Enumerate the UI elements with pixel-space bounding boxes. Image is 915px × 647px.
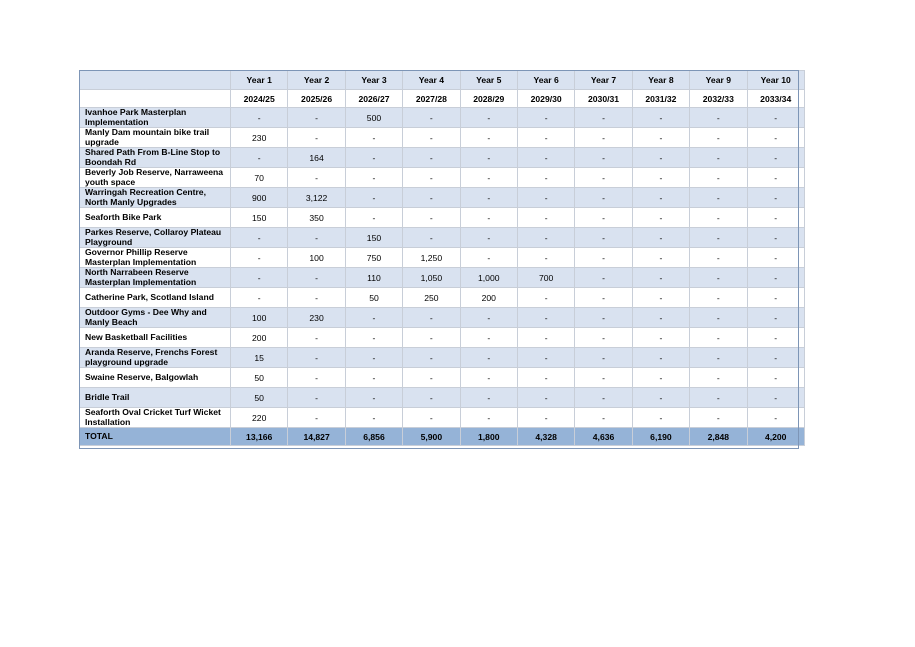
year-value-cell: - bbox=[747, 348, 804, 368]
year-value-cell: - bbox=[460, 368, 517, 388]
year-value-cell: 230 bbox=[231, 128, 288, 148]
year-value-cell: - bbox=[575, 288, 632, 308]
capital-works-table bbox=[79, 70, 805, 446]
year-value-cell: - bbox=[517, 128, 574, 148]
year-value-cell: 750 bbox=[345, 248, 402, 268]
year-value-cell: - bbox=[690, 388, 747, 408]
year-value-cell: - bbox=[288, 388, 345, 408]
year-value-cell: - bbox=[690, 168, 747, 188]
year-value-cell: - bbox=[747, 108, 804, 128]
year-value-cell: - bbox=[575, 188, 632, 208]
year-value-cell: - bbox=[403, 388, 460, 408]
year-value-cell: - bbox=[345, 168, 402, 188]
project-name: Shared Path From B-Line Stop to Boondah Rd bbox=[80, 148, 231, 168]
table-row bbox=[80, 388, 805, 408]
financial-year-header: 2029/30 bbox=[517, 90, 574, 108]
project-name: Ivanhoe Park Masterplan Implementation bbox=[80, 108, 231, 128]
project-name: Bridle Trail bbox=[80, 388, 231, 408]
year-value-cell: - bbox=[231, 228, 288, 248]
year-value-cell: 50 bbox=[231, 368, 288, 388]
year-value-cell: - bbox=[747, 208, 804, 228]
table-row bbox=[80, 228, 805, 248]
table-row bbox=[80, 288, 805, 308]
year-value-cell: - bbox=[517, 188, 574, 208]
year-value-cell: 500 bbox=[345, 108, 402, 128]
year-value-cell: - bbox=[460, 148, 517, 168]
year-value-cell: - bbox=[690, 328, 747, 348]
year-value-cell: 250 bbox=[403, 288, 460, 308]
year-value-cell: - bbox=[575, 348, 632, 368]
year-value-cell: 200 bbox=[231, 328, 288, 348]
project-name: Seaforth Oval Cricket Turf Wicket Installation bbox=[80, 408, 231, 428]
year-value-cell: - bbox=[690, 348, 747, 368]
year-header: Year 7 bbox=[575, 71, 632, 90]
year-value-cell: - bbox=[575, 128, 632, 148]
year-value-cell: - bbox=[345, 348, 402, 368]
year-value-cell: - bbox=[747, 288, 804, 308]
financial-year-header: 2028/29 bbox=[460, 90, 517, 108]
year-value-cell: - bbox=[632, 368, 689, 388]
project-rows bbox=[80, 108, 805, 428]
financial-year-header: 2024/25 bbox=[231, 90, 288, 108]
year-value-cell: - bbox=[460, 328, 517, 348]
year-value-cell: - bbox=[690, 288, 747, 308]
total-value: 14,827 bbox=[288, 428, 345, 446]
corner-cell bbox=[80, 71, 231, 90]
project-name: Seaforth Bike Park bbox=[80, 208, 231, 228]
year-value-cell: - bbox=[460, 108, 517, 128]
table-row bbox=[80, 248, 805, 268]
year-value-cell: - bbox=[460, 408, 517, 428]
project-name: Warringah Recreation Centre, North Manly Upgrades bbox=[80, 188, 231, 208]
year-header: Year 4 bbox=[403, 71, 460, 90]
table-row bbox=[80, 328, 805, 348]
total-row bbox=[80, 428, 805, 446]
year-value-cell: - bbox=[403, 168, 460, 188]
year-value-cell: - bbox=[632, 128, 689, 148]
year-header: Year 5 bbox=[460, 71, 517, 90]
year-value-cell: - bbox=[632, 308, 689, 328]
financial-year-header: 2027/28 bbox=[403, 90, 460, 108]
corner-cell bbox=[80, 90, 231, 108]
year-value-cell: - bbox=[517, 148, 574, 168]
financial-year-header: 2033/34 bbox=[747, 90, 804, 108]
total-value: 4,636 bbox=[575, 428, 632, 446]
year-value-cell: 100 bbox=[231, 308, 288, 328]
year-value-cell: - bbox=[403, 188, 460, 208]
project-name: New Basketball Facilities bbox=[80, 328, 231, 348]
year-value-cell: 164 bbox=[288, 148, 345, 168]
total-value: 2,848 bbox=[690, 428, 747, 446]
year-value-cell: - bbox=[575, 408, 632, 428]
year-value-cell: - bbox=[460, 308, 517, 328]
year-value-cell: - bbox=[288, 408, 345, 428]
year-value-cell: - bbox=[517, 348, 574, 368]
financial-year-header: 2031/32 bbox=[632, 90, 689, 108]
year-value-cell: - bbox=[345, 188, 402, 208]
project-name: Aranda Reserve, Frenchs Forest playground upgrade bbox=[80, 348, 231, 368]
year-value-cell: - bbox=[288, 268, 345, 288]
table-row bbox=[80, 368, 805, 388]
table-row bbox=[80, 208, 805, 228]
year-value-cell: - bbox=[403, 408, 460, 428]
year-header: Year 9 bbox=[690, 71, 747, 90]
financial-year-header: 2032/33 bbox=[690, 90, 747, 108]
table-row bbox=[80, 348, 805, 368]
year-value-cell: - bbox=[403, 348, 460, 368]
year-header: Year 2 bbox=[288, 71, 345, 90]
year-value-cell: - bbox=[460, 228, 517, 248]
year-value-cell: - bbox=[345, 148, 402, 168]
year-value-cell: - bbox=[690, 108, 747, 128]
table-row bbox=[80, 188, 805, 208]
year-value-cell: - bbox=[690, 368, 747, 388]
year-value-cell: - bbox=[632, 268, 689, 288]
year-value-cell: 1,050 bbox=[403, 268, 460, 288]
year-value-cell: - bbox=[575, 248, 632, 268]
year-value-cell: 700 bbox=[517, 268, 574, 288]
year-value-cell: - bbox=[632, 148, 689, 168]
year-value-cell: - bbox=[747, 388, 804, 408]
year-value-cell: - bbox=[747, 408, 804, 428]
project-name: Manly Dam mountain bike trail upgrade bbox=[80, 128, 231, 148]
year-value-cell: - bbox=[345, 368, 402, 388]
year-value-cell: - bbox=[403, 228, 460, 248]
year-value-cell: - bbox=[747, 128, 804, 148]
year-value-cell: - bbox=[632, 348, 689, 368]
year-value-cell: - bbox=[575, 328, 632, 348]
year-value-cell: - bbox=[231, 148, 288, 168]
year-value-cell: 150 bbox=[345, 228, 402, 248]
financial-year-header: 2026/27 bbox=[345, 90, 402, 108]
financial-year-header: 2025/26 bbox=[288, 90, 345, 108]
year-value-cell: 1,000 bbox=[460, 268, 517, 288]
year-value-cell: 350 bbox=[288, 208, 345, 228]
total-value: 5,900 bbox=[403, 428, 460, 446]
total-value: 13,166 bbox=[231, 428, 288, 446]
year-value-cell: 200 bbox=[460, 288, 517, 308]
year-value-cell: - bbox=[403, 128, 460, 148]
year-value-cell: - bbox=[575, 308, 632, 328]
year-value-cell: - bbox=[460, 248, 517, 268]
table-row bbox=[80, 408, 805, 428]
year-value-cell: - bbox=[517, 368, 574, 388]
year-value-cell: - bbox=[690, 308, 747, 328]
year-value-cell: - bbox=[288, 128, 345, 148]
year-value-cell: - bbox=[632, 188, 689, 208]
project-name: Outdoor Gyms - Dee Why and Manly Beach bbox=[80, 308, 231, 328]
year-value-cell: - bbox=[517, 388, 574, 408]
year-value-cell: - bbox=[517, 248, 574, 268]
year-header: Year 3 bbox=[345, 71, 402, 90]
year-header: Year 6 bbox=[517, 71, 574, 90]
year-header: Year 10 bbox=[747, 71, 804, 90]
year-value-cell: - bbox=[288, 228, 345, 248]
year-header: Year 8 bbox=[632, 71, 689, 90]
table-row bbox=[80, 268, 805, 288]
year-value-cell: - bbox=[345, 208, 402, 228]
year-value-cell: - bbox=[403, 108, 460, 128]
year-value-cell: - bbox=[345, 408, 402, 428]
year-value-cell: 900 bbox=[231, 188, 288, 208]
year-value-cell: - bbox=[632, 408, 689, 428]
year-value-cell: - bbox=[231, 268, 288, 288]
year-value-cell: - bbox=[575, 268, 632, 288]
year-value-cell: - bbox=[575, 208, 632, 228]
year-value-cell: - bbox=[288, 168, 345, 188]
year-value-cell: - bbox=[747, 248, 804, 268]
project-name: North Narrabeen Reserve Masterplan Implementation bbox=[80, 268, 231, 288]
year-value-cell: - bbox=[517, 108, 574, 128]
year-value-cell: - bbox=[403, 328, 460, 348]
table-row bbox=[80, 108, 805, 128]
year-value-cell: - bbox=[690, 188, 747, 208]
year-value-cell: - bbox=[517, 288, 574, 308]
year-value-cell: 3,122 bbox=[288, 188, 345, 208]
project-name: Catherine Park, Scotland Island bbox=[80, 288, 231, 308]
year-value-cell: - bbox=[747, 268, 804, 288]
year-value-cell: - bbox=[403, 208, 460, 228]
year-value-cell: - bbox=[575, 148, 632, 168]
year-value-cell: - bbox=[288, 108, 345, 128]
year-value-cell: - bbox=[403, 148, 460, 168]
year-value-cell: - bbox=[632, 248, 689, 268]
year-value-cell: 1,250 bbox=[403, 248, 460, 268]
year-value-cell: 220 bbox=[231, 408, 288, 428]
table-row bbox=[80, 128, 805, 148]
total-value: 4,328 bbox=[517, 428, 574, 446]
year-value-cell: - bbox=[288, 368, 345, 388]
year-value-cell: - bbox=[460, 168, 517, 188]
year-value-cell: - bbox=[747, 228, 804, 248]
year-value-cell: - bbox=[345, 328, 402, 348]
financial-year-header: 2030/31 bbox=[575, 90, 632, 108]
year-value-cell: - bbox=[690, 228, 747, 248]
project-name: Parkes Reserve, Collaroy Plateau Playground bbox=[80, 228, 231, 248]
year-value-cell: - bbox=[575, 168, 632, 188]
year-value-cell: 50 bbox=[345, 288, 402, 308]
total-value: 1,800 bbox=[460, 428, 517, 446]
table-row bbox=[80, 168, 805, 188]
year-header: Year 1 bbox=[231, 71, 288, 90]
year-value-cell: - bbox=[288, 328, 345, 348]
project-name: Beverly Job Reserve, Narraweena youth space bbox=[80, 168, 231, 188]
year-value-cell: - bbox=[231, 108, 288, 128]
year-value-cell: - bbox=[403, 368, 460, 388]
year-value-cell: 110 bbox=[345, 268, 402, 288]
year-value-cell: - bbox=[575, 388, 632, 408]
year-value-cell: - bbox=[690, 408, 747, 428]
project-name: Governor Phillip Reserve Masterplan Implementation bbox=[80, 248, 231, 268]
project-name: Swaine Reserve, Balgowlah bbox=[80, 368, 231, 388]
year-value-cell: - bbox=[632, 228, 689, 248]
total-value: 4,200 bbox=[747, 428, 804, 446]
year-value-cell: - bbox=[747, 308, 804, 328]
year-value-cell: 150 bbox=[231, 208, 288, 228]
year-value-cell: - bbox=[690, 148, 747, 168]
total-value: 6,190 bbox=[632, 428, 689, 446]
year-value-cell: - bbox=[690, 208, 747, 228]
year-value-cell: - bbox=[575, 368, 632, 388]
year-value-cell: - bbox=[460, 208, 517, 228]
year-value-cell: - bbox=[288, 348, 345, 368]
year-value-cell: - bbox=[575, 228, 632, 248]
year-value-cell: - bbox=[690, 268, 747, 288]
year-value-cell: - bbox=[345, 128, 402, 148]
year-value-cell: - bbox=[747, 148, 804, 168]
year-value-cell: - bbox=[517, 168, 574, 188]
year-value-cell: - bbox=[690, 128, 747, 148]
year-value-cell: - bbox=[517, 208, 574, 228]
year-value-cell: 230 bbox=[288, 308, 345, 328]
year-value-cell: - bbox=[517, 228, 574, 248]
year-value-cell: 100 bbox=[288, 248, 345, 268]
total-label: TOTAL bbox=[80, 428, 231, 446]
year-value-cell: - bbox=[747, 168, 804, 188]
year-value-cell: - bbox=[460, 188, 517, 208]
year-value-cell: - bbox=[517, 408, 574, 428]
year-value-cell: - bbox=[632, 328, 689, 348]
year-value-cell: - bbox=[403, 308, 460, 328]
year-value-cell: - bbox=[288, 288, 345, 308]
table-row bbox=[80, 148, 805, 168]
year-value-cell: - bbox=[231, 248, 288, 268]
year-value-cell: - bbox=[345, 388, 402, 408]
year-value-cell: - bbox=[460, 348, 517, 368]
year-value-cell: - bbox=[690, 248, 747, 268]
year-value-cell: - bbox=[460, 388, 517, 408]
year-value-cell: - bbox=[747, 328, 804, 348]
year-value-cell: - bbox=[632, 208, 689, 228]
year-value-cell: - bbox=[460, 128, 517, 148]
year-value-cell: - bbox=[517, 328, 574, 348]
year-value-cell: - bbox=[632, 288, 689, 308]
year-value-cell: - bbox=[632, 168, 689, 188]
year-value-cell: 50 bbox=[231, 388, 288, 408]
year-value-cell: 70 bbox=[231, 168, 288, 188]
year-value-cell: - bbox=[632, 388, 689, 408]
year-value-cell: - bbox=[517, 308, 574, 328]
table-row bbox=[80, 308, 805, 328]
year-value-cell: - bbox=[345, 308, 402, 328]
year-value-cell: 15 bbox=[231, 348, 288, 368]
total-value: 6,856 bbox=[345, 428, 402, 446]
year-value-cell: - bbox=[747, 188, 804, 208]
year-value-cell: - bbox=[231, 288, 288, 308]
year-header-row bbox=[80, 71, 805, 90]
year-value-cell: - bbox=[747, 368, 804, 388]
financial-year-header-row bbox=[80, 90, 805, 108]
year-value-cell: - bbox=[632, 108, 689, 128]
year-value-cell: - bbox=[575, 108, 632, 128]
